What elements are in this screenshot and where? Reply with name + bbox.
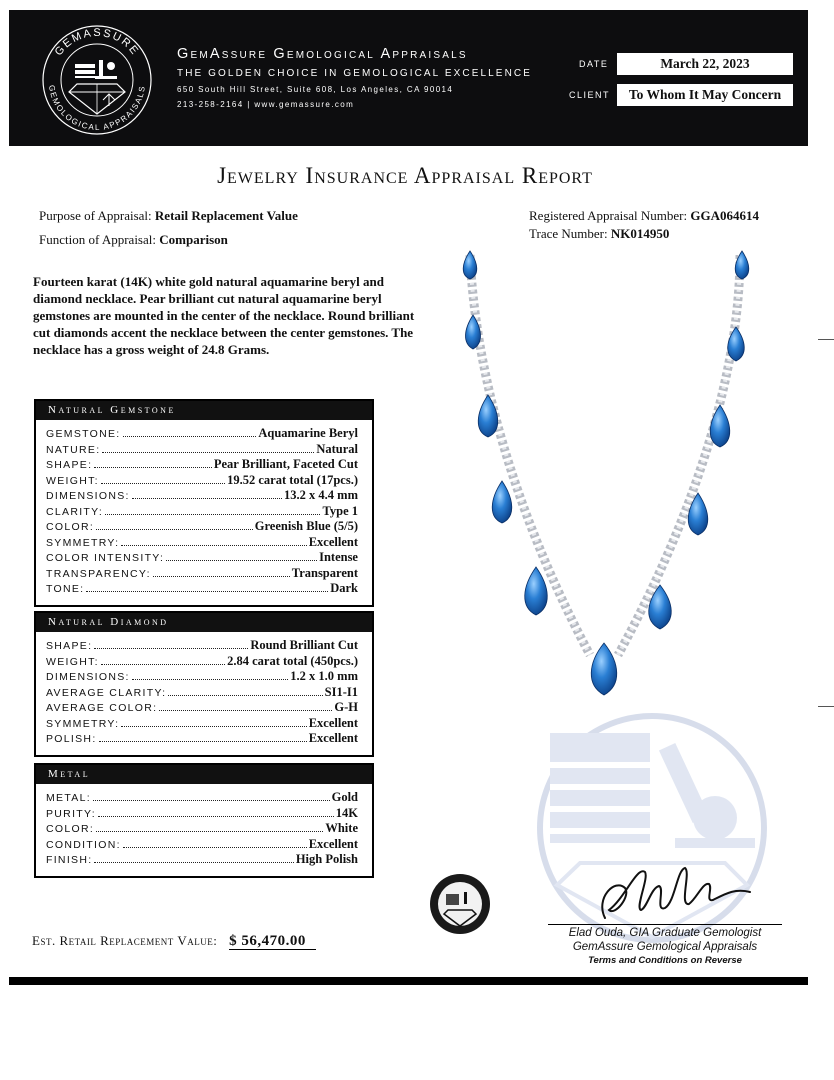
spec-row [46, 821, 358, 837]
spec-value: Type 1 [322, 503, 358, 518]
spec-row [46, 837, 358, 853]
gemstone-table [34, 399, 374, 607]
company-tagline: THE GOLDEN CHOICE IN GEMOLOGICAL EXCELLENCE [177, 68, 532, 79]
dot-leader [123, 436, 257, 437]
spec-value: Excellent [308, 836, 358, 851]
report-title: Jewelry Insurance Appraisal Report [217, 163, 593, 188]
spec-row [46, 566, 358, 582]
gemstone-rows [36, 420, 372, 605]
spec-value: Excellent [308, 731, 358, 745]
item-description: Fourteen karat (14K) white gold natural aquamarine beryl and diamond necklace. Pear brilliant cut natural aquamarine beryl gemstones are mounted in the center of the necklace. Round brilliant cut diamonds accent the necklace between the center gemstones. The necklace has a gross weight of 24.8 Grams. [33, 274, 415, 357]
spec-key: DIMENSIONS: [46, 671, 130, 683]
dot-leader [159, 710, 332, 711]
client-value: To Whom It May Concern [617, 84, 793, 106]
spec-row [46, 535, 358, 551]
spec-row [46, 488, 358, 504]
spec-key: GEMSTONE: [46, 428, 121, 440]
company-name: GemAssure Gemological Appraisals [177, 46, 468, 62]
spec-row [46, 700, 358, 716]
spec-key: COLOR: [46, 521, 95, 533]
spec-row [46, 638, 358, 654]
signature-line [548, 924, 782, 925]
signatory-name: Elad Ouda, GIA Graduate Gemologist [568, 927, 762, 939]
spec-key: SHAPE: [46, 459, 93, 471]
trace-label: Trace Number: [529, 226, 608, 241]
dot-leader [94, 648, 248, 649]
estimated-value-amount: $ 56,470.00 [229, 933, 316, 950]
terms-note: Terms and Conditions on Reverse [588, 955, 742, 966]
dot-leader [102, 452, 314, 453]
diamond-heading: Natural Diamond [36, 613, 372, 632]
purpose-value: Retail Replacement Value [154, 208, 298, 223]
bottom-rule [9, 977, 808, 985]
registration-label: Registered Appraisal Number: [529, 208, 688, 223]
trace-value: NK014950 [610, 226, 670, 241]
spec-value: Pear Brilliant, Faceted Cut [213, 457, 358, 471]
spec-key: TONE: [46, 583, 85, 595]
letterhead [9, 10, 808, 146]
signature-image [585, 858, 755, 928]
spec-key: WEIGHT: [46, 474, 99, 487]
spec-value: SI1-I1 [324, 684, 358, 699]
spec-value: Greenish Blue (5/5) [254, 519, 358, 533]
spec-value: Aquamarine Beryl [258, 426, 358, 440]
spec-value: Dark [330, 581, 358, 595]
necklace-photo [440, 245, 770, 705]
client-label: CLIENT [569, 90, 611, 100]
spec-row [46, 654, 358, 670]
dot-leader [86, 591, 328, 592]
spec-value: 14K [335, 805, 358, 820]
diamond-table [34, 611, 374, 757]
spec-key: WEIGHT: [46, 655, 99, 668]
spec-row [46, 806, 358, 822]
spec-value: 19.52 carat total (17pcs.) [227, 472, 358, 487]
gemassure-seal-logo [37, 18, 157, 138]
metal-rows [36, 784, 372, 876]
spec-row [46, 716, 358, 732]
estimated-value-label: Est. Retail Replacement Value: [32, 933, 218, 948]
registration-value: GGA064614 [690, 208, 760, 223]
spec-value: 13.2 x 4.4 mm [284, 488, 358, 502]
spec-key: METAL: [46, 792, 91, 804]
purpose-label: Purpose of Appraisal: [39, 208, 152, 223]
spec-value: White [325, 821, 358, 835]
function-line [39, 232, 228, 248]
spec-row [46, 852, 358, 868]
spec-key: NATURE: [46, 443, 101, 456]
spec-value: Gold [331, 790, 358, 804]
spec-value: Transparent [291, 565, 358, 580]
spec-key: SHAPE: [46, 640, 93, 652]
gemstone-heading: Natural Gemstone [36, 401, 372, 420]
spec-row [46, 519, 358, 535]
spec-row [46, 426, 358, 442]
spec-row [46, 685, 358, 701]
spec-key: CONDITION: [46, 838, 121, 851]
spec-row [46, 473, 358, 489]
spec-value: Excellent [308, 534, 358, 549]
dot-leader [101, 483, 225, 484]
function-label: Function of Appraisal: [39, 232, 156, 247]
spec-value: Excellent [308, 715, 358, 730]
signature-block [545, 926, 785, 968]
spec-key: POLISH: [46, 733, 97, 745]
signatory-company: GemAssure Gemological Appraisals [572, 941, 758, 953]
svg-text:GEMASSURE: GEMASSURE [52, 26, 142, 59]
dot-leader [93, 800, 330, 801]
registration-line [529, 208, 759, 224]
diamond-rows [36, 632, 372, 755]
spec-row [46, 731, 358, 747]
estimated-value [32, 933, 316, 950]
spec-row [46, 790, 358, 806]
dot-leader [101, 664, 225, 665]
dot-leader [99, 741, 307, 742]
spec-key: COLOR INTENSITY: [46, 552, 165, 564]
dot-leader [153, 576, 290, 577]
function-value: Comparison [159, 232, 228, 247]
company-address: 650 South Hill Street, Suite 608, Los Angeles, CA 90014 [177, 85, 454, 94]
date-value: March 22, 2023 [617, 53, 793, 75]
spec-key: CLARITY: [46, 505, 104, 518]
dot-leader [132, 679, 289, 680]
spec-key: TRANSPARENCY: [46, 567, 151, 580]
dot-leader [168, 695, 322, 696]
spec-row [46, 442, 358, 458]
spec-value: High Polish [295, 852, 358, 866]
fold-mark [818, 339, 834, 340]
dot-leader [105, 514, 320, 515]
company-block [177, 46, 532, 109]
spec-key: SYMMETRY: [46, 536, 120, 549]
metal-table [34, 763, 374, 878]
spec-row [46, 669, 358, 685]
spec-key: SYMMETRY: [46, 717, 120, 730]
dot-leader [121, 726, 306, 727]
trace-line [529, 226, 669, 242]
spec-row [46, 581, 358, 597]
metal-heading: Metal [36, 765, 372, 784]
spec-value: Round Brilliant Cut [250, 638, 358, 652]
dot-leader [166, 560, 317, 561]
svg-text:GEMOLOGICAL APPRAISALS: GEMOLOGICAL APPRAISALS [46, 84, 147, 133]
spec-value: Natural [316, 441, 358, 456]
dot-leader [123, 847, 307, 848]
spec-key: AVERAGE CLARITY: [46, 686, 167, 699]
purpose-line [39, 208, 298, 224]
dot-leader [94, 467, 211, 468]
dot-leader [121, 545, 306, 546]
spec-key: AVERAGE COLOR: [46, 702, 158, 714]
company-contact: 213-258-2164 | www.gemassure.com [177, 100, 355, 109]
spec-value: 1.2 x 1.0 mm [290, 669, 358, 683]
spec-row [46, 550, 358, 566]
hologram-seal-icon [428, 872, 492, 936]
date-label: DATE [579, 59, 609, 69]
dot-leader [96, 831, 323, 832]
spec-value: G-H [334, 700, 358, 714]
dot-leader [96, 529, 253, 530]
dot-leader [94, 862, 293, 863]
dot-leader [132, 498, 282, 499]
spec-value: Intense [319, 550, 358, 564]
spec-key: FINISH: [46, 854, 93, 866]
fold-mark [818, 706, 834, 707]
spec-value: 2.84 carat total (450pcs.) [227, 653, 358, 668]
spec-key: COLOR: [46, 823, 95, 835]
spec-row [46, 504, 358, 520]
spec-key: PURITY: [46, 807, 96, 820]
spec-key: DIMENSIONS: [46, 490, 130, 502]
spec-row [46, 457, 358, 473]
dot-leader [98, 816, 334, 817]
